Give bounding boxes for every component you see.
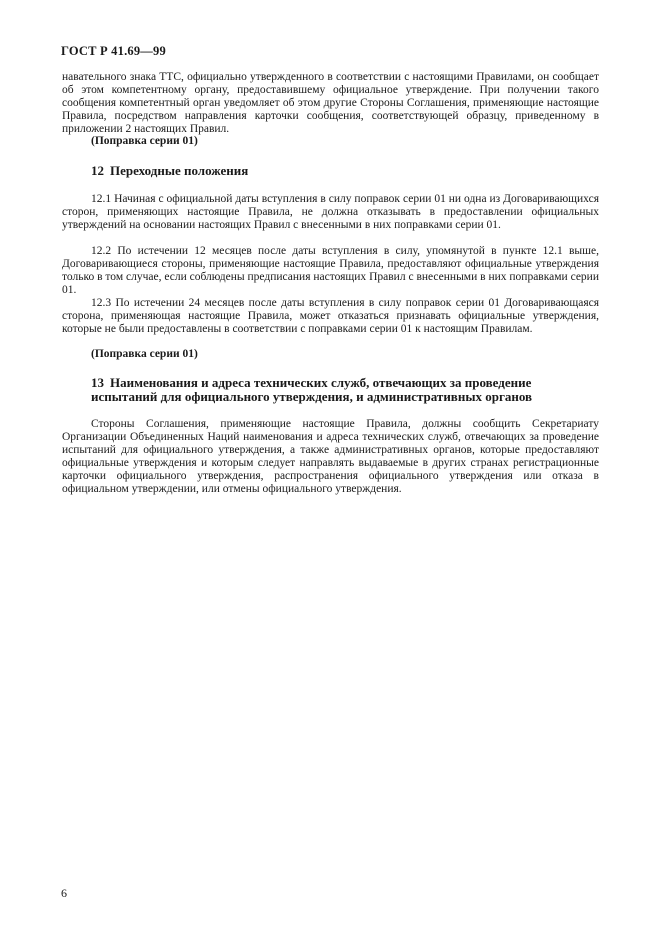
section-title-line-1: Наименования и адреса технических служб, отвечающих за проведение [110,375,532,390]
section-13-paragraph: Стороны Соглашения, применяющие настоящие Правила, должны сообщить Секретариату Организации Объединенных Наций наименования и адреса технических служб, отвечающих за проведение испытаний для официального утверждения, а также административных органов, которые предоставляют официальные утверждения и которым следует направлять выдаваемые в других странах регистрационные карточки официального утверждения, распространения официального утверждения или отказа в официальном утверждении, или отмены официального утверждения. [62,418,599,495]
paragraph-12-2: 12.2 По истечении 12 месяцев после даты вступления в силу, упомянутой в пункте 12.1 выше, Договаривающиеся стороны, применяющие настоящие Правила, предоставляют официальные утверждения только в том случае, если соблюдены предписания настоящих Правил с внесенными в них поправками серии 01. [62,245,599,296]
section-number: 12 [91,163,104,178]
page-number: 6 [61,886,67,900]
section-12-heading [91,164,248,178]
amendment-note: (Поправка серии 01) [91,348,198,360]
section-13-heading [91,376,532,404]
paragraph-12-1: 12.1 Начиная с официальной даты вступления в силу поправок серии 01 ни одна из Договаривающихся сторон, применяющих настоящие Правила, не должна отказывать в предоставлении официальных утверждений на основании настоящих Правил с внесенными в них поправками серии 01. [62,193,599,231]
section-number: 13 [91,375,104,390]
paragraph-12-3: 12.3 По истечении 24 месяцев после даты вступления в силу поправок серии 01 Договаривающаяся сторона, применяющая настоящие Правила, может отказаться признавать официальные утверждения, которые не были предоставлены в соответствии с поправками серии 01 к настоящим Правилам. [62,297,599,335]
document-code: ГОСТ Р 41.69—99 [61,44,166,58]
section-title: Переходные положения [110,163,249,178]
continuation-paragraph: навательного знака ТТС, официально утвержденного в соответствии с настоящими Правилами, он сообщает об этом компетентному органу, предоставившему официальное утверждение. При получении такого сообщения компетентный орган уведомляет об этом другие Стороны Соглашения, применяющие настоящие Правила, посредством направления карточки сообщения, соответствующей образцу, приведенному в приложении 2 настоящих Правил. [62,71,599,135]
section-title-line-2: испытаний для официального утверждения, и административных органов [91,389,533,404]
amendment-note: (Поправка серии 01) [91,135,198,147]
